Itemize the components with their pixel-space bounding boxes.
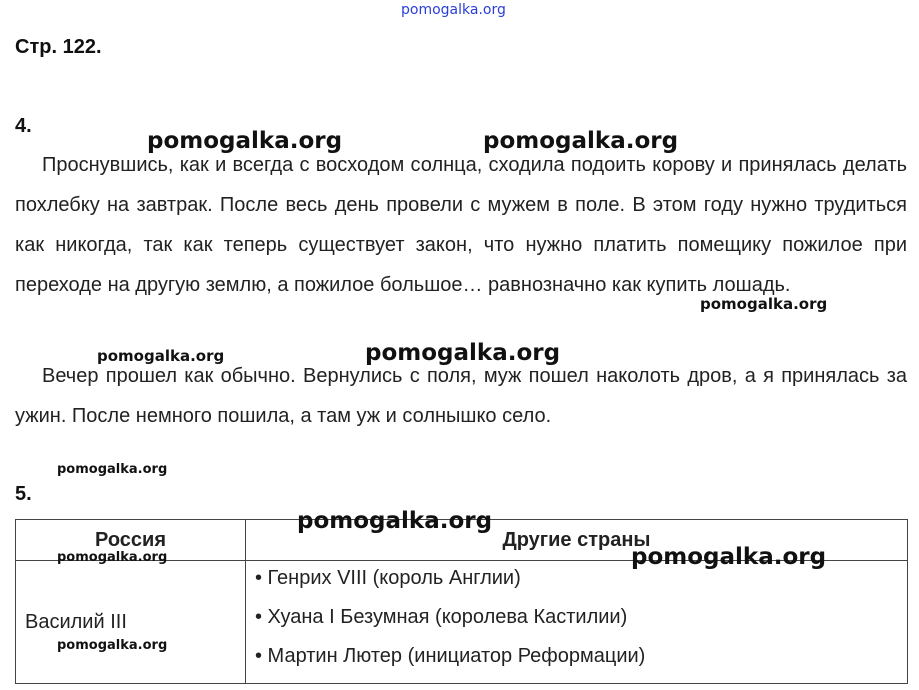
watermark: pomogalka.org [297, 508, 493, 534]
watermark-top: pomogalka.org [401, 2, 506, 18]
list-item: • Мартин Лютер (инициатор Реформации) [255, 645, 646, 667]
watermark: pomogalka.org [483, 128, 679, 154]
table-row [16, 561, 908, 684]
watermark: pomogalka.org [97, 347, 225, 365]
task-4-paragraph-1: Проснувшись, как и всегда с восходом солнца, сходила подоить корову и принялась делать похлебку на завтрак. После весь день провели с мужем в поле. В этом году нужно трудиться как никогда, так как теперь существует закон, что нужно платить помещику пожилое при переходе на другую землю, а пожилое большое… равнозначно как купить лошадь. [15, 154, 907, 296]
watermark: pomogalka.org [57, 462, 168, 477]
watermark: pomogalka.org [57, 550, 168, 565]
cell-russia-ruler: Василий III [16, 561, 246, 684]
task-5-number: 5. [15, 483, 32, 505]
header-other-countries: Другие страны [246, 520, 908, 561]
watermark: pomogalka.org [365, 340, 561, 366]
list-item: • Хуана I Безумная (королева Кастилии) [255, 606, 628, 628]
header-russia: Россия [16, 520, 246, 561]
watermark: pomogalka.org [57, 638, 168, 653]
list-item: • Генрих VIII (король Англии) [255, 567, 521, 589]
page-number: Стр. 122. [15, 36, 102, 58]
watermark: pomogalka.org [700, 295, 828, 313]
watermark: pomogalka.org [147, 128, 343, 154]
watermark: pomogalka.org [631, 544, 827, 570]
cell-other-rulers [246, 561, 908, 684]
task-4-paragraph-2: Вечер прошел как обычно. Вернулись с поля, муж пошел наколоть дров, а я принялась за ужин. После немного пошила, а там уж и солнышко село. [15, 365, 907, 427]
task-4-number: 4. [15, 115, 32, 137]
other-rulers-list [255, 561, 907, 679]
